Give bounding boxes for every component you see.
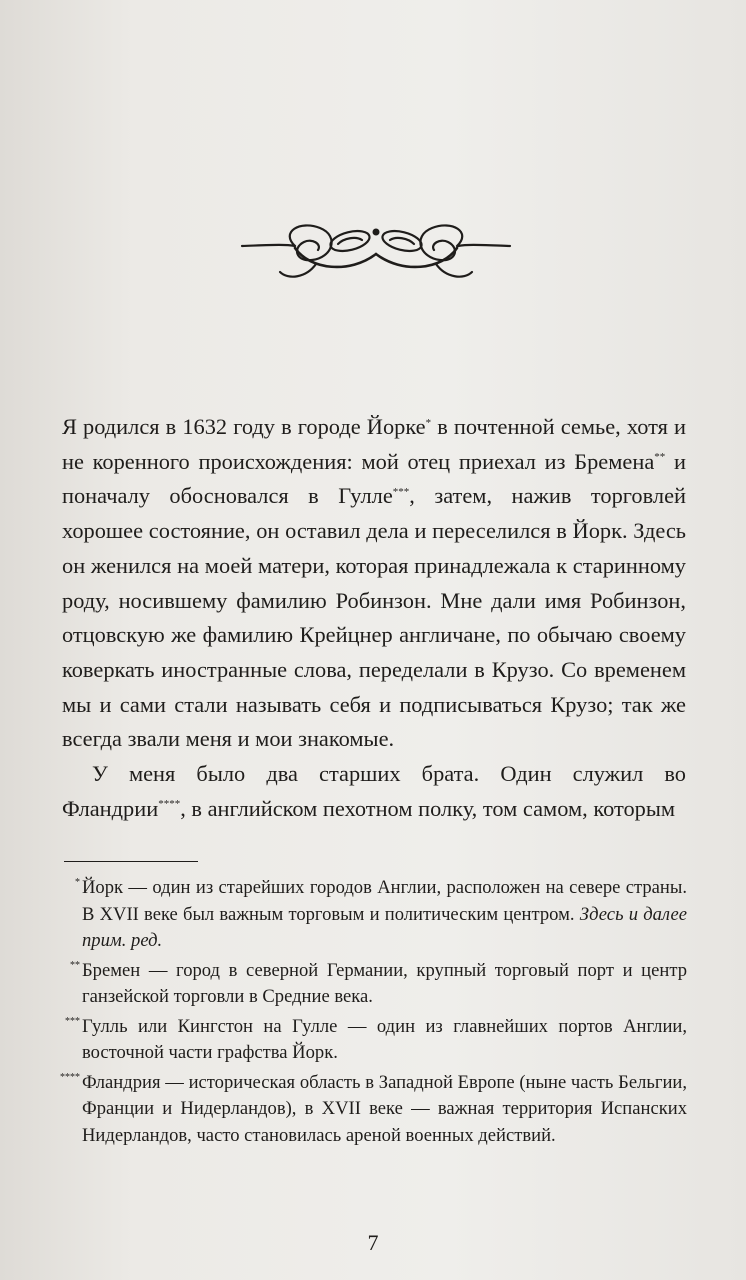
- footnote-mark: **: [70, 959, 80, 971]
- page-number: 7: [367, 1230, 379, 1255]
- footnote-ref-2[interactable]: **: [654, 451, 666, 464]
- decorative-flourish-icon: [240, 208, 512, 288]
- footnote-4: **** Фландрия — историческая область в Западной Европе (ныне часть Бельгии, Франции и Нидерландов), в XVII веке — важная территория Испанских Нидерландов, часто становилась ареной военных действий.: [82, 1070, 687, 1150]
- footnote-3: *** Гулль или Кингстон на Гулле — один из главнейших портов Англии, восточной части графства Йорк.: [82, 1014, 687, 1067]
- footnote-mark: ****: [60, 1071, 80, 1083]
- footnote-separator: [64, 861, 198, 862]
- footnote-ref-1[interactable]: *: [425, 416, 432, 429]
- footnote-1: * Йорк — один из старейших городов Англии, расположен на севере страны. В XVII веке был важным торговым и политическим центром. Здесь и далее прим. ред.: [82, 875, 687, 955]
- footnote-mark: *: [75, 877, 80, 888]
- footnote-ref-3[interactable]: ***: [392, 486, 410, 499]
- paragraph-1: Я родился в 1632 году в городе Йорке* в почтенной семье, хотя и не коренного происхождения: мой отец приехал из Бремена** и поначалу обосновался в Гулле***, затем, нажив торговлей хорошее состояние, он оставил дела и переселился в Йорк. Здесь он женился на моей матери, которая принадлежала к старинному роду, носившему фамилию Робинзон. Мне дали имя Робинзон, отцовскую же фамилию Крейцнер англичане, по обычаю своему коверкать иностранные слова, переделали в Крузо. Со временем мы и сами стали называть себя и подписываться Крузо; так же всегда звали меня и мои знакомые.: [62, 414, 686, 752]
- main-text: [62, 410, 686, 826]
- paragraph-2: У меня было два старших брата. Один служил во Фландрии****, в английском пехотном полку, том самом, которым: [62, 761, 686, 821]
- footnote-mark: ***: [65, 1015, 80, 1027]
- footnote-2: ** Бремен — город в северной Германии, крупный торговый порт и центр ганзейской торговли в Средние века.: [82, 958, 687, 1011]
- footnote-ref-4[interactable]: ****: [158, 798, 181, 811]
- footnotes: [60, 875, 687, 1152]
